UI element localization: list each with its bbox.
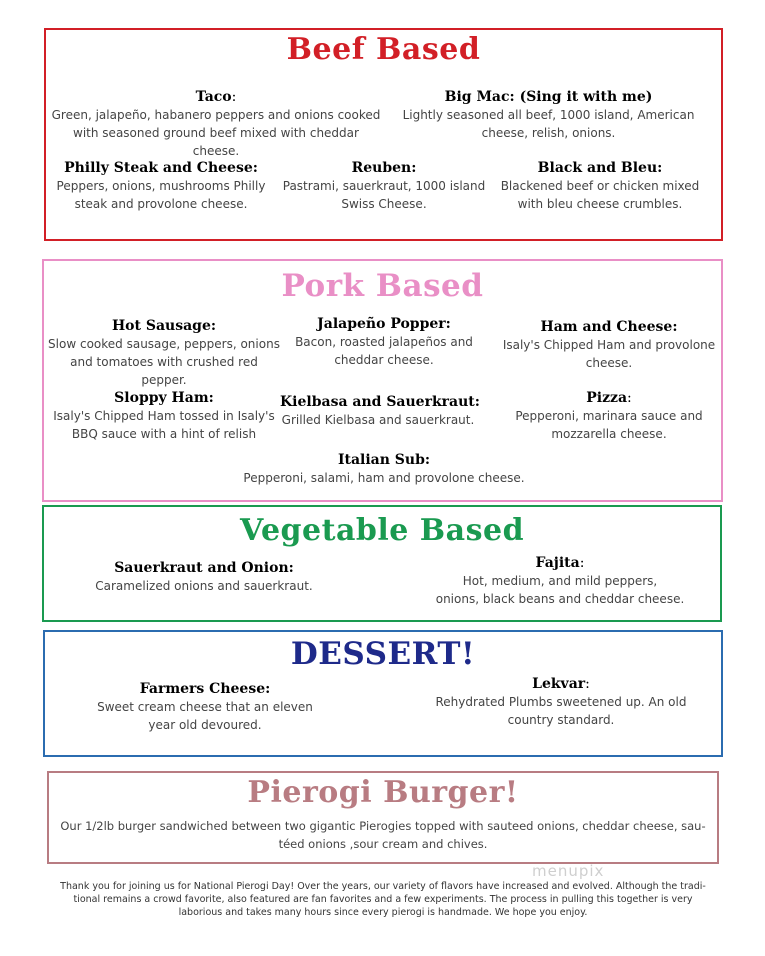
menu-item-sauerkraut-and-onion: [84, 559, 324, 595]
menu-item-pizza: [500, 389, 718, 443]
beef-section: [44, 28, 723, 241]
item-description: Isaly's Chipped Ham and provolone: [502, 338, 716, 352]
item-name: Kielbasa and Sauerkraut:: [280, 394, 480, 410]
item-description: Swiss Cheese.: [341, 197, 427, 211]
pierogi-burger-section: [47, 771, 719, 864]
item-description: Blackened beef or chicken mixed: [500, 179, 700, 193]
menu-item-big-mac: [396, 88, 701, 142]
item-name: Italian Sub:: [337, 452, 431, 468]
menu-item-ham-and-cheese: [500, 318, 718, 372]
item-description: téed onions ,sour cream and chives.: [278, 837, 488, 851]
menu-item-jalapeno-popper: [282, 315, 486, 369]
item-description: cheese.: [585, 356, 633, 370]
item-name: Ham and Cheese:: [540, 319, 678, 335]
item-description: with bleu cheese crumbles.: [517, 197, 683, 211]
pork-section-title: Pork Based: [281, 268, 484, 304]
menu-item-black-and-bleu: [500, 159, 700, 213]
item-description: Bacon, roasted jalapeños and: [295, 335, 473, 349]
item-name: Taco: [195, 89, 232, 105]
item-name: Reuben:: [351, 160, 417, 176]
item-description: Pepperoni, salami, ham and provolone cheese.: [243, 471, 525, 485]
item-description: cheese, relish, onions.: [481, 126, 616, 140]
item-description: Pastrami, sauerkraut, 1000 island: [282, 179, 486, 193]
footer-line: tional remains a crowd favorite, also featured are fan favorites and a few experiments. The process in pulling this together is very: [73, 894, 693, 905]
item-description: Sweet cream cheese that an eleven: [97, 700, 313, 714]
item-description: year old devoured.: [148, 718, 262, 732]
item-description: Hot, medium, and mild peppers,: [462, 574, 658, 588]
menu-item-reuben: [274, 159, 494, 213]
menu-item-sloppy-ham: [46, 389, 282, 443]
item-description: Pepperoni, marinara sauce and: [515, 409, 703, 423]
item-description: onions, black beans and cheddar cheese.: [435, 592, 685, 606]
item-name: Sauerkraut and Onion:: [114, 560, 294, 576]
item-description: Our 1/2lb burger sandwiched between two gigantic Pierogies topped with sauteed onions, cheddar cheese, sau-: [60, 819, 706, 833]
menu-item-farmers-cheese: [85, 680, 325, 734]
item-description: steak and provolone cheese.: [74, 197, 248, 211]
item-suffix: :: [627, 390, 632, 406]
item-suffix: :: [579, 555, 585, 571]
pork-section: [42, 259, 723, 502]
menu-item-kielbasa: [280, 393, 480, 429]
item-description: mozzarella cheese.: [551, 427, 667, 441]
item-description: cheddar cheese.: [334, 353, 434, 367]
item-description: Isaly's Chipped Ham tossed in Isaly's: [53, 409, 275, 423]
footer-line: Thank you for joining us for National Pierogi Day! Over the years, our variety of flavors have increased and evolved. Although the tradi-: [60, 881, 706, 892]
item-description: Grilled Kielbasa and sauerkraut.: [281, 413, 475, 427]
item-name: Hot Sausage:: [111, 318, 217, 334]
item-description: Rehydrated Plumbs sweetened up. An old: [435, 695, 687, 709]
menu-item-fajita: [424, 554, 696, 608]
menu-item-lekvar: [423, 675, 699, 729]
item-description: BBQ sauce with a hint of relish: [71, 427, 257, 441]
item-name: Sloppy Ham:: [114, 390, 214, 406]
pierogi-burger-description: [53, 817, 713, 853]
menu-item-italian-sub: [204, 451, 564, 487]
item-name: Black and Bleu:: [537, 160, 663, 176]
item-suffix: :: [231, 89, 237, 105]
item-description: Lightly seasoned all beef, 1000 island, American: [402, 108, 695, 122]
vegetable-section: [42, 505, 722, 622]
item-name: Lekvar: [532, 676, 586, 692]
menu-item-hot-sausage: [46, 317, 282, 389]
footer-note: [48, 880, 718, 919]
item-description: Caramelized onions and sauerkraut.: [95, 579, 313, 593]
item-description: Green, jalapeño, habanero peppers and onions cooked: [51, 108, 381, 122]
item-name: Pizza: [586, 390, 628, 406]
pierogi-burger-title: Pierogi Burger!: [247, 775, 519, 810]
item-name: Jalapeño Popper:: [317, 316, 451, 332]
vegetable-section-title: Vegetable Based: [239, 513, 525, 548]
footer-line: laborious and takes many hours since every pierogi is handmade. We hope you enjoy.: [178, 907, 588, 918]
item-name: Big Mac: (Sing it with me): [444, 89, 653, 105]
item-name: Philly Steak and Cheese:: [64, 160, 258, 176]
item-name: Farmers Cheese:: [139, 681, 271, 697]
beef-section-title: Beef Based: [286, 32, 481, 67]
item-description: Peppers, onions, mushrooms Philly: [56, 179, 266, 193]
menu-item-philly-steak: [50, 159, 272, 213]
dessert-section-title: DESSERT!: [290, 636, 476, 672]
menupix-watermark: menupix: [532, 862, 605, 880]
item-description: with seasoned ground beef mixed with cheddar cheese.: [73, 126, 359, 158]
dessert-section: [43, 630, 723, 757]
item-description: Slow cooked sausage, peppers, onions: [48, 337, 280, 351]
item-suffix: :: [585, 676, 590, 692]
menu-item-taco: [48, 88, 384, 160]
item-description: and tomatoes with crushed red pepper.: [70, 355, 258, 387]
item-name: Fajita: [535, 555, 580, 571]
item-description: country standard.: [507, 713, 615, 727]
